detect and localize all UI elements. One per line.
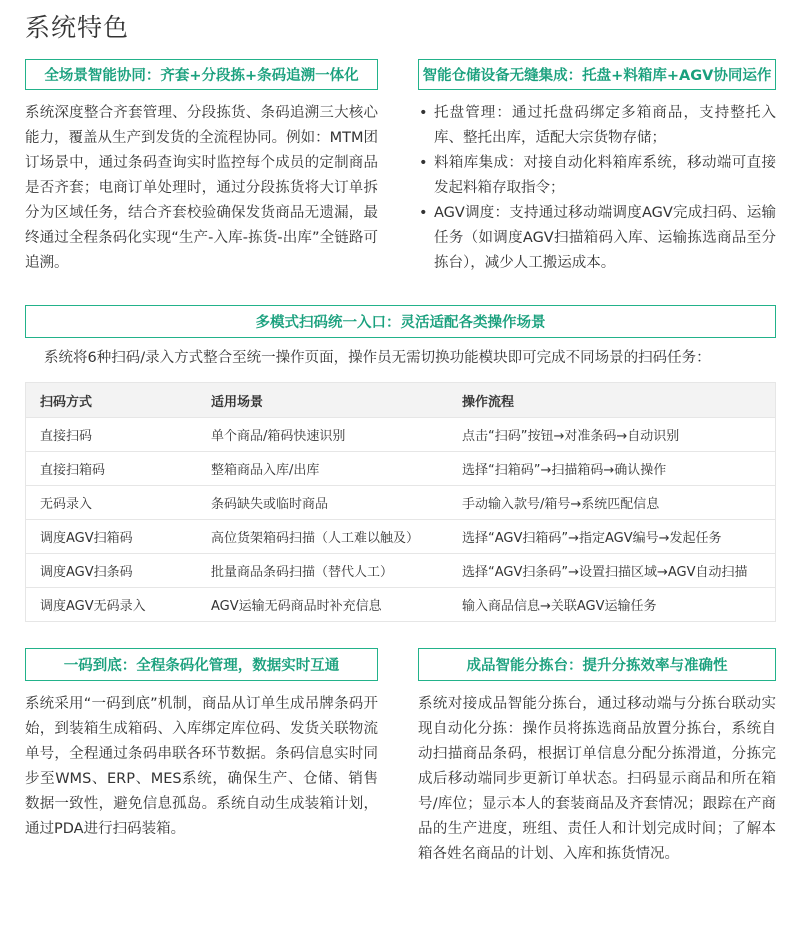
page-title: 系统特色 [25, 13, 130, 42]
section-title-full-scene: 全场景智能协同：齐套+分段拣+条码追溯一体化 [25, 59, 378, 90]
section-title-scan-modes: 多模式扫码统一入口：灵活适配各类操作场景 [25, 305, 776, 338]
table-cell: 批量商品条码扫描（替代人工） [197, 554, 448, 588]
table-cell: 无码录入 [26, 486, 198, 520]
table-header-cell: 扫码方式 [26, 383, 198, 418]
section-title-warehouse: 智能仓储设备无缝集成：托盘+料箱库+AGV协同运作 [418, 59, 776, 90]
bullet-dot-icon: • [419, 205, 428, 221]
table-row [26, 418, 776, 452]
scan-modes-intro: 系统将6种扫码/录入方式整合至统一操作页面，操作员无需切换功能模块即可完成不同场景的扫码任务： [44, 350, 711, 366]
table-cell: 直接扫码 [26, 418, 198, 452]
table-header-cell: 操作流程 [448, 383, 776, 418]
bullet-dot-icon: • [419, 105, 428, 121]
one-code-body: 系统采用“一码到底”机制，商品从订单生成吊牌条码开始，到装箱生成箱码、入库绑定库位码、发货关联物流单号，全程通过条码串联各环节数据。条码信息实时同步至WMS、ERP、MES系统，确保生产、仓储、销售数据一致性，避免信息孤岛。系统自动生成装箱计划，通过PDA进行扫码装箱。 [25, 696, 378, 837]
table-row [26, 520, 776, 554]
section-title-one-code: 一码到底：全程条码化管理，数据实时互通 [25, 648, 378, 681]
section-title-sorting: 成品智能分拣台：提升分拣效率与准确性 [418, 648, 776, 681]
bullet-text: 托盘管理：通过托盘码绑定多箱商品，支持整托入库、整托出库，适配大宗货物存储； [434, 105, 776, 146]
table-cell: 高位货架箱码扫描（人工难以触及） [197, 520, 448, 554]
full-scene-body: 系统深度整合齐套管理、分段拣货、条码追溯三大核心能力，覆盖从生产到发货的全流程协同。例如：MTM团订场景中，通过条码查询实时监控每个成员的定制商品是否齐套；电商订单处理时，通过分段拣货将大订单拆分为区域任务，结合齐套校验确保发货商品无遗漏，最终通过全程条码化实现“生产-入库-拣货-出库”全链路可追溯。 [25, 105, 378, 271]
table-row [26, 452, 776, 486]
bullet-dot-icon: • [419, 155, 428, 171]
table-cell: 调度AGV无码录入 [26, 588, 198, 622]
table-header-cell: 适用场景 [197, 383, 448, 418]
table-cell: AGV运输无码商品时补充信息 [197, 588, 448, 622]
bullet-text: 料箱库集成：对接自动化料箱库系统，移动端可直接发起料箱存取指令； [434, 155, 776, 196]
table-cell: 调度AGV扫箱码 [26, 520, 198, 554]
table-cell: 选择“AGV扫箱码”→指定AGV编号→发起任务 [448, 520, 776, 554]
warehouse-bullet-item [418, 101, 776, 151]
table-cell: 手动输入款号/箱号→系统匹配信息 [448, 486, 776, 520]
warehouse-bullet-item [418, 201, 776, 276]
table-row [26, 486, 776, 520]
sorting-body: 系统对接成品智能分拣台，通过移动端与分拣台联动实现自动化分拣：操作员将拣选商品放置分拣台，系统自动扫描商品条码，根据订单信息分配分拣滑道，分拣完成后移动端同步更新订单状态。扫码显示商品和所在箱号/库位；显示本人的套装商品及齐套情况；跟踪在产商品的生产进度，班组、责任人和计划完成时间；了解本箱各姓名商品的计划、入库和拣货情况。 [418, 696, 776, 862]
scan-modes-table [25, 382, 776, 622]
table-cell: 直接扫箱码 [26, 452, 198, 486]
table-cell: 单个商品/箱码快速识别 [197, 418, 448, 452]
table-cell: 点击“扫码”按钮→对准条码→自动识别 [448, 418, 776, 452]
table-cell: 选择“扫箱码”→扫描箱码→确认操作 [448, 452, 776, 486]
warehouse-bullet-item [418, 151, 776, 201]
table-cell: 输入商品信息→关联AGV运输任务 [448, 588, 776, 622]
table-cell: 整箱商品入库/出库 [197, 452, 448, 486]
bullet-text: AGV调度：支持通过移动端调度AGV完成扫码、运输任务（如调度AGV扫描箱码入库、运输拣选商品至分拣台），减少人工搬运成本。 [434, 205, 776, 271]
table-row [26, 588, 776, 622]
warehouse-bullet-list [418, 101, 776, 276]
table-cell: 选择“AGV扫条码”→设置扫描区域→AGV自动扫描 [448, 554, 776, 588]
table-row [26, 554, 776, 588]
table-cell: 调度AGV扫条码 [26, 554, 198, 588]
table-cell: 条码缺失或临时商品 [197, 486, 448, 520]
table-header-row [26, 383, 776, 418]
